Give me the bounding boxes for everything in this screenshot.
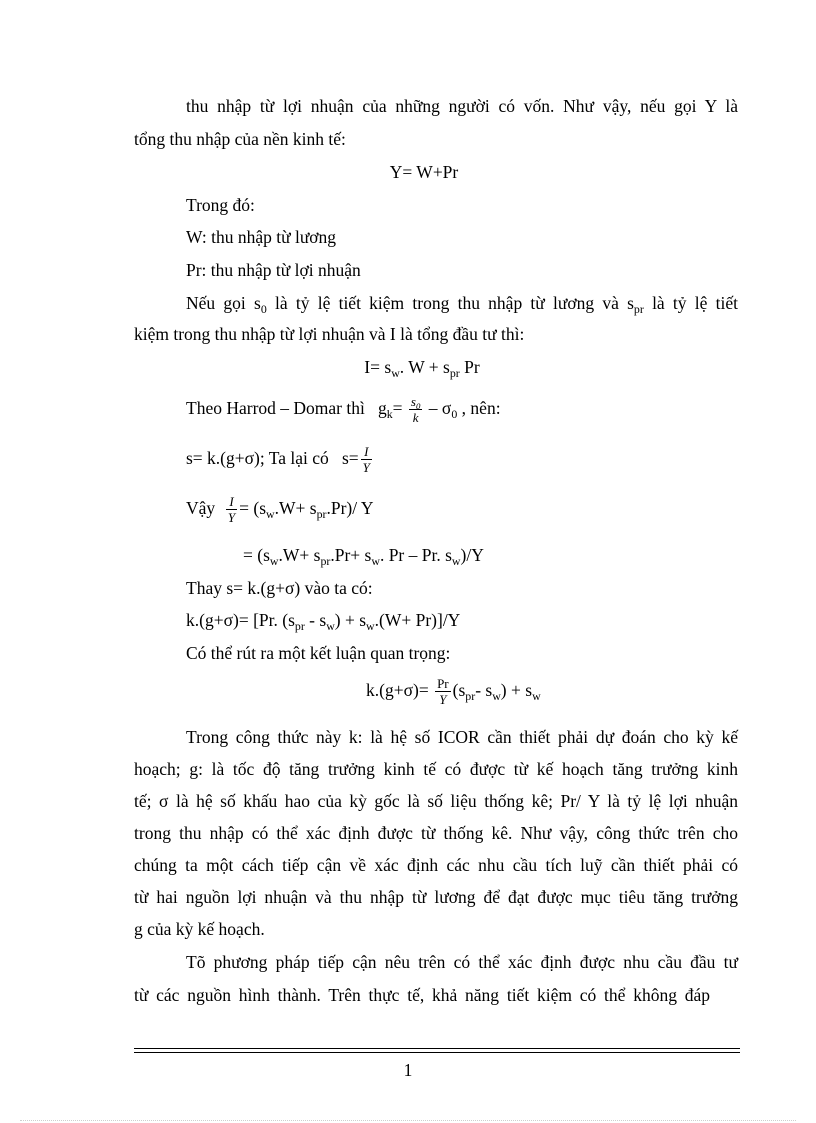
para2-line2: kiệm trong thu nhập từ lợi nhuận và I là tổng đầu tư thì: — [134, 324, 525, 344]
para4-line2: từ các nguồn hình thành. Trên thực tế, khả năng tiết kiệm có thể không đáp — [134, 985, 710, 1005]
para1-line2: tổng thu nhập của nền kinh tế: — [134, 129, 346, 149]
final-equation: k.(g+σ)= $\frac{Pr}{Y}$ ($s_{pr}-$ $s_w) + s_w$ — [366, 676, 541, 708]
footer-rule-top — [134, 1048, 740, 1049]
substitute-line: Thay s= k.(g+σ) vào ta có: — [186, 578, 373, 598]
equation-k: k.(g+σ)= [Pr. $(s_{pr} - s_w) + s_w.(W+ Pr)]/Y$ — [186, 610, 461, 634]
para3-line: trong thu nhập có thể xác định được từ thống kê. Như vậy, công thức trên cho — [134, 823, 738, 843]
conclusion-intro: Có thể rút ra một kết luận quan trọng: — [186, 643, 451, 663]
growth-fraction: $\frac{s_0}{k}$ — [410, 394, 421, 426]
equation-continuation: = ($s_w.W+ s_{pr}.Pr+ s_w$. Pr – Pr. $s_w)/Y$ — [243, 545, 484, 569]
para4-line1: Tõ phương pháp tiếp cận nêu trên có thể xác định được nhu cầu đầu tư — [186, 952, 738, 972]
equation-investment: $I= s_w$. $W + s_{pr}$ Pr — [364, 357, 480, 381]
footer-rule-bottom — [134, 1052, 740, 1053]
para3-line: Trong công thức này k: là hệ số ICOR cần thiết phải dự đoán cho kỳ kế — [186, 727, 738, 747]
therefore-line: Vậy $\frac{I}{Y}$ = $(s_w.W+ s_{pr}.Pr)/$ Y — [186, 494, 374, 526]
para1-line1: thu nhập từ lợi nhuận của những người có vốn. Như vậy, nếu gọi Y là — [186, 96, 738, 116]
definition-pr: Pr: thu nhập từ lợi nhuận — [186, 260, 361, 280]
para3-line: tế; σ là hệ số khấu hao của kỳ gốc là số liệu thống kê; Pr/ Y là tỷ lệ lợi nhuận — [134, 791, 738, 811]
para3-line: chúng ta một cách tiếp cận về xác định các nhu cầu tích luỹ cần thiết phải có — [134, 855, 738, 875]
para3-line: từ hai nguồn lợi nhuận và thu nhập từ lương để đạt được mục tiêu tăng trưởng — [134, 887, 738, 907]
equation-y: Y= W+Pr — [389, 162, 459, 182]
para2-line1: Nếu gọi $s_0$ là tỷ lệ tiết kiệm trong thu nhập từ lương và $s_{pr}$ là tỷ lệ tiết — [186, 293, 739, 317]
definition-w: W: thu nhập từ lương — [186, 227, 337, 247]
where-heading: Trong đó: — [186, 195, 255, 215]
saving-rate-line: s= k.(g+σ); Ta lại có s= $\frac{I}{Y}$ — [186, 444, 370, 476]
pr-over-y-fraction: $\frac{Pr}{Y}$ — [437, 676, 449, 708]
para3-line: hoạch; g: là tốc độ tăng trưởng kinh tế có được từ kế hoạch tăng trưởng kinh — [134, 759, 738, 779]
page-bottom-dotted-line — [20, 1120, 796, 1121]
harrod-domar-line: Theo Harrod – Domar thì $g_k=$ $\frac{s_0}{k}$ – $\sigma_0$ , nên: — [186, 394, 501, 426]
i-over-y-fraction-2: $\frac{I}{Y}$ — [227, 494, 236, 526]
para3-last-line: g của kỳ kế hoạch. — [134, 919, 265, 939]
page-number: 1 — [403, 1060, 413, 1080]
i-over-y-fraction: $\frac{I}{Y}$ — [362, 444, 370, 476]
